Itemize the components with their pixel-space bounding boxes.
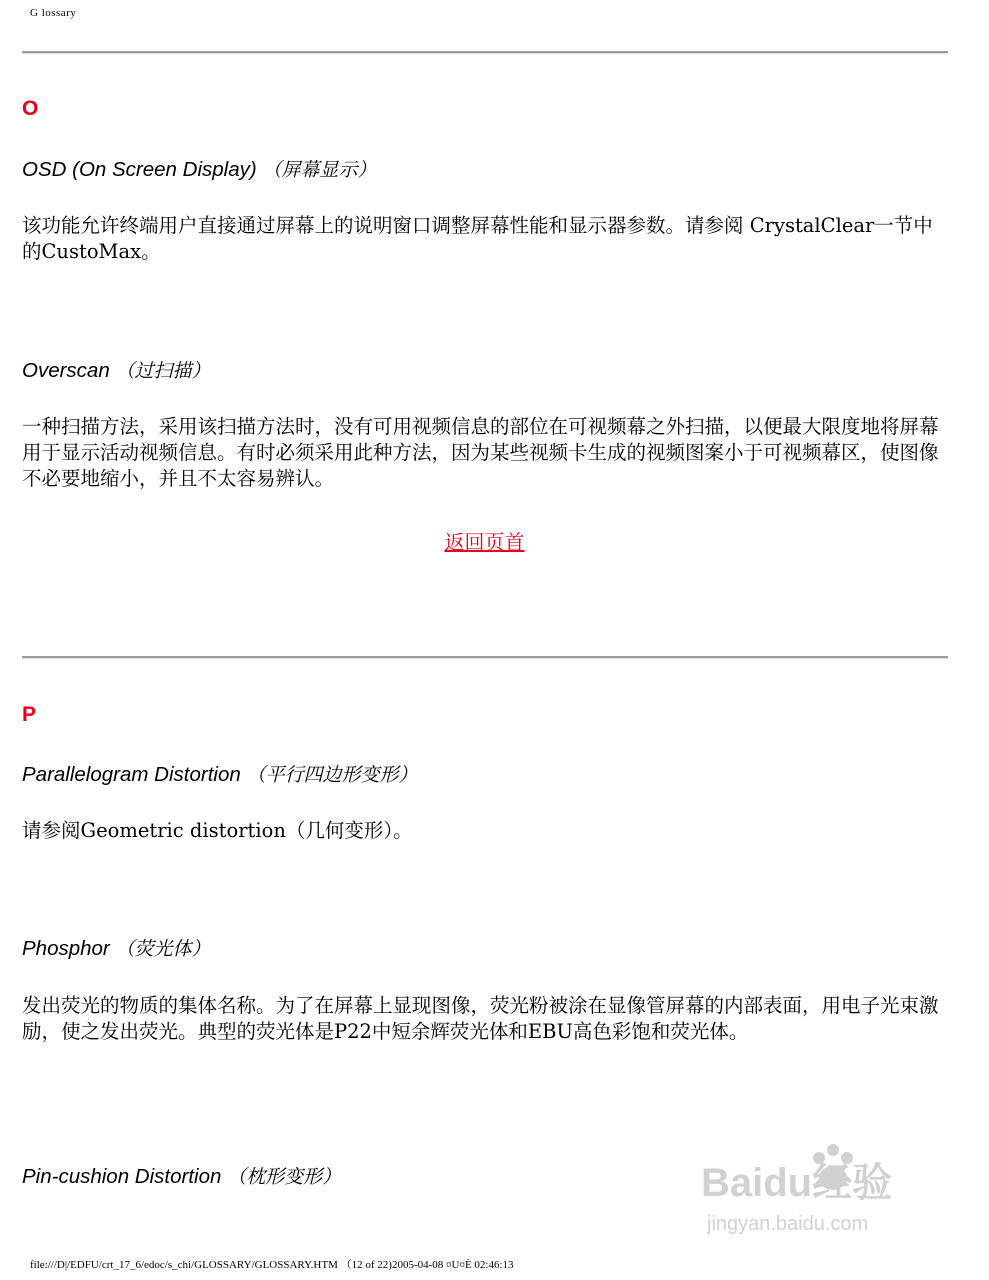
desc-parallelogram: 请参阅Geometric distortion（几何变形）。 xyxy=(22,819,413,842)
desc-phosphor: 发出荧光的物质的集体名称。为了在屏幕上显现图像，荧光粉被涂在显像管屏幕的内部表面，用电子光束激励，使之发出荧光。典型的荧光体是P22中短余辉荧光体和EBU高色彩饱和荧光体。 xyxy=(22,994,939,1043)
term-parallelogram-en: Parallelogram Distortion xyxy=(22,763,241,786)
term-pincushion xyxy=(22,1162,341,1189)
watermark-url: jingyan.baidu.com xyxy=(707,1213,869,1235)
term-pincushion-cn: （枕形变形） xyxy=(227,1166,342,1188)
desc-osd: 该功能允许终端用户直接通过屏幕上的说明窗口调整屏幕性能和显示器参数。请参阅 CrystalClear一节中的CustoMax。 xyxy=(22,214,933,263)
term-osd xyxy=(22,155,376,182)
section-letter-o: O xyxy=(22,97,39,120)
term-overscan-en: Overscan xyxy=(22,359,110,382)
page-footer-path: file:///D|/EDFU/crt_17_6/edoc/s_chi/GLOSSARY/GLOSSARY.HTM （12 of 22)2005-04-08 ¤U¤È 02:46:13 xyxy=(30,1259,514,1271)
watermark-brand: Baidu经验 xyxy=(701,1161,893,1205)
term-pincushion-en: Pin-cushion Distortion xyxy=(22,1165,222,1188)
term-osd-en: OSD (On Screen Display) xyxy=(22,158,257,181)
term-parallelogram xyxy=(22,760,417,787)
divider-top xyxy=(22,51,948,54)
term-phosphor xyxy=(22,934,210,961)
term-osd-cn: （屏幕显示） xyxy=(262,159,377,181)
page-header-title: G lossary xyxy=(30,7,77,19)
paw-pad-2 xyxy=(827,1144,839,1156)
baidu-watermark-logo xyxy=(701,1130,931,1240)
desc-overscan: 一种扫描方法，采用该扫描方法时，没有可用视频信息的部位在可视频幕之外扫描，以便最大限度地将屏幕用于显示活动视频信息。有时必须采用此种方法，因为某些视频卡生成的视频图案小于可视频幕区，使图像不必要地缩小，并且不太容易辨认。 xyxy=(22,415,939,490)
divider-middle xyxy=(22,656,948,659)
term-parallelogram-cn: （平行四边形变形） xyxy=(246,764,418,786)
back-to-top-link[interactable]: 返回页首 xyxy=(444,530,525,554)
term-overscan-cn: （过扫描） xyxy=(115,360,211,382)
term-phosphor-en: Phosphor xyxy=(22,937,110,960)
term-phosphor-cn: （荧光体） xyxy=(115,938,211,960)
section-letter-p: P xyxy=(22,703,37,726)
term-overscan xyxy=(22,356,210,383)
